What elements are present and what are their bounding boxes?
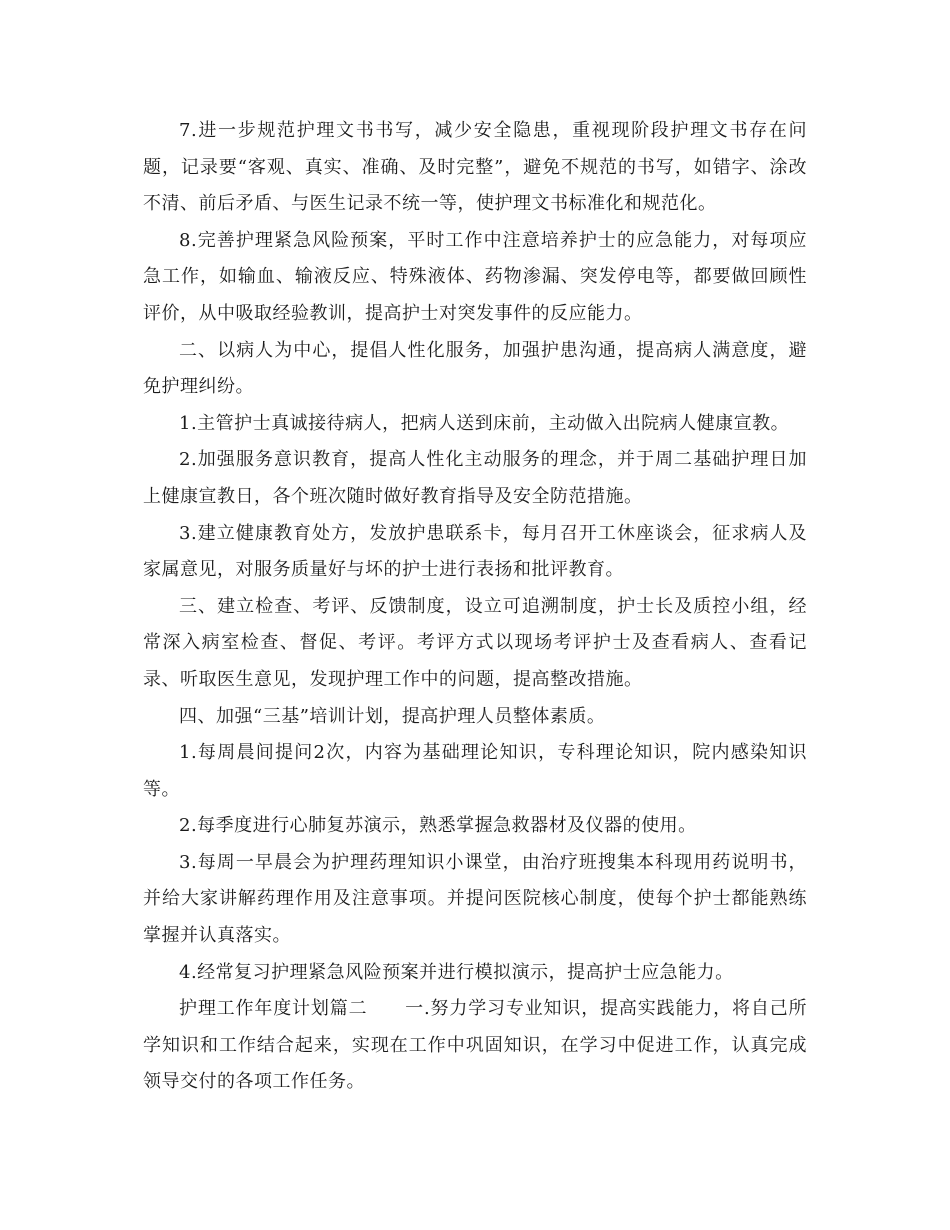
paragraph-record-standards: 7.进一步规范护理文书书写，减少安全隐患，重视现阶段护理文书存在问题，记录要“客观、真实、准确、及时完整”，避免不规范的书写，如错字、涂改不清、前后矛盾、与医生记录不统一等，使护理文书标准化和规范化。 — [143, 120, 807, 215]
paragraph-emergency-plan: 8.完善护理紧急风险预案，平时工作中注意培养护士的应急能力，对每项应急工作，如输血、输液反应、特殊液体、药物渗漏、突发停电等，都要做回顾性评价，从中吸取经验教训，提高护士对突发事件的反应能力。 — [143, 229, 807, 324]
paragraph-cpr-demo: 2.每季度进行心肺复苏演示，熟悉掌握急救器材及仪器的使用。 — [179, 815, 697, 837]
paragraph-section-four-heading: 四、加强“三基”培训计划，提高护理人员整体素质。 — [179, 705, 606, 727]
paragraph-section-two-heading: 二、以病人为中心，提倡人性化服务，加强护患沟通，提高病人满意度，避免护理纠纷。 — [143, 339, 807, 398]
paragraph-pharmacology-class: 3.每周一早晨会为护理药理知识小课堂，由治疗班搜集本科现用药说明书，并给大家讲解药理作用及注意事项。并提问医院核心制度，使每个护士都能熟练掌握并认真落实。 — [143, 851, 807, 947]
paragraph-section-three-heading: 三、建立检查、考评、反馈制度，设立可追溯制度，护士长及质控小组，经常深入病室检查、督促、考评。考评方式以现场考评护士及查看病人、查看记录、听取医生意见，发现护理工作中的问题，提高整改措施。 — [143, 595, 807, 690]
paragraph-service-education: 2.加强服务意识教育，提高人性化主动服务的理念，并于周二基础护理日加上健康宣教日，各个班次随时做好教育指导及安全防范措施。 — [143, 449, 807, 507]
paragraph-emergency-review: 4.经常复习护理紧急风险预案并进行模拟演示，提高护士应急能力。 — [179, 961, 734, 983]
paragraph-health-prescription: 3.建立健康教育处方，发放护患联系卡，每月召开工休座谈会，征求病人及家属意见，对服务质量好与坏的护士进行表扬和批评教育。 — [143, 522, 807, 581]
paragraph-morning-questions: 1.每周晨间提问2次，内容为基础理论知识，专科理论知识，院内感染知识等。 — [143, 742, 807, 800]
paragraph-reception: 1.主管护士真诚接待病人，把病人送到床前，主动做入出院病人健康宣教。 — [179, 412, 790, 434]
paragraph-plan-part-two: 护理工作年度计划篇二 一.努力学习专业知识，提高实践能力，将自己所学知识和工作结合起来，实现在工作中巩固知识，在学习中促进工作，认真完成领导交付的各项工作任务。 — [143, 998, 807, 1093]
document-body — [143, 113, 807, 1101]
